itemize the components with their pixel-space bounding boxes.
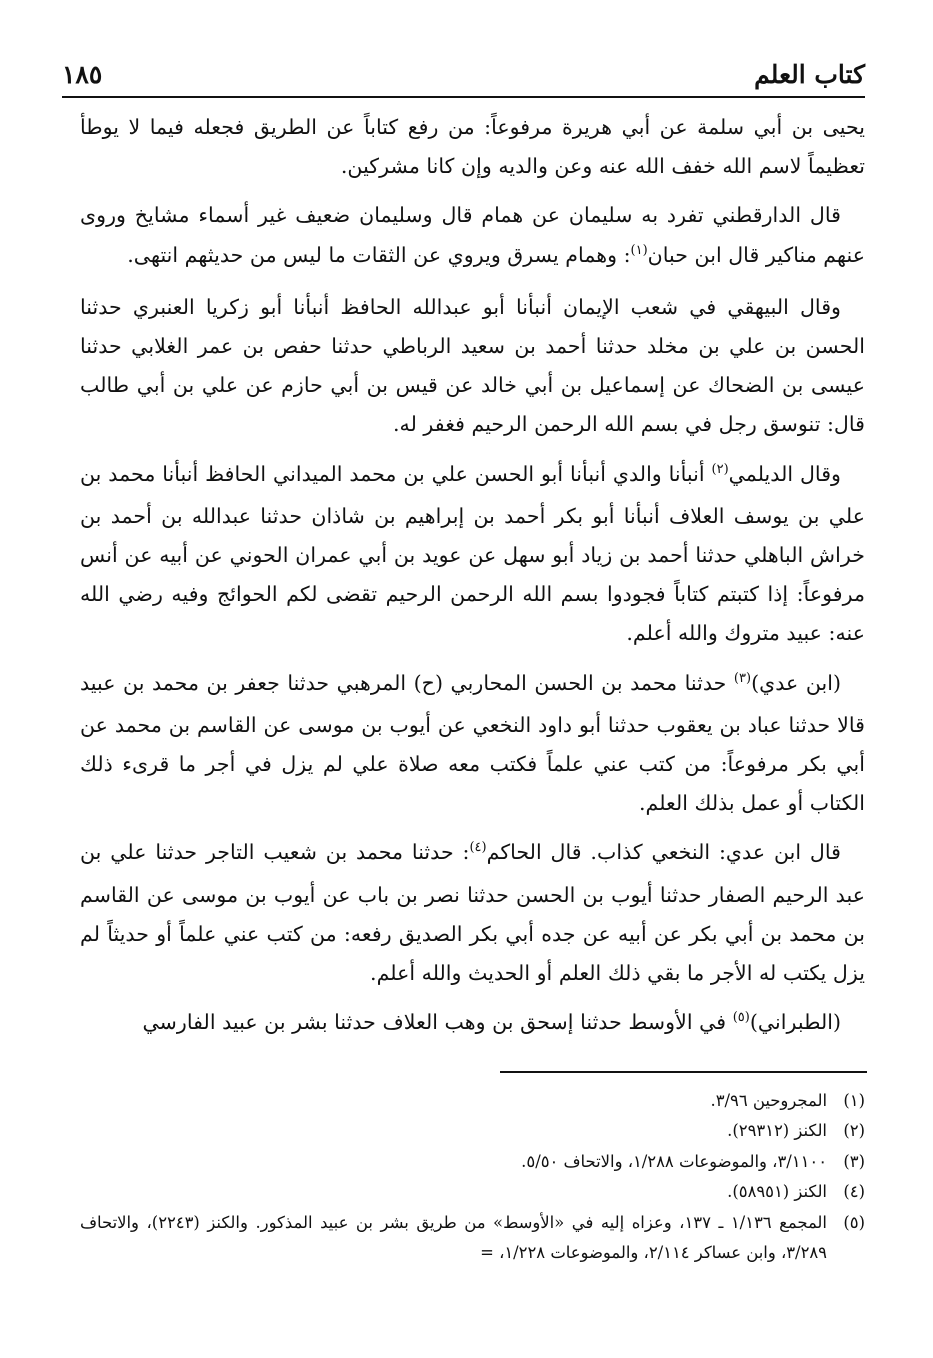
paragraph-text: حدثنا محمد بن الحسن المحاربي (ح) المرهبي حدثنا جعفر بن محمد بن عبيد قالا حدثنا عباد بن يعقوب حدثنا أبو داود النخعي عن أيوب بن موسى عن القاسم بن محمد عن أبي بكر مرفوعاً: من كتب عني علماً فكتب معه صلاة علي لم يزل في أجر ما قرىء ذلك الكتاب أو عمل بذلك العلم. [80,670,865,816]
footnote [80,1086,865,1116]
footnote-reference: (٣) [733,670,752,686]
paragraph [80,1003,865,1045]
footnote-text: الكنز (٢٩٣١٢). [727,1121,827,1141]
footnote-text: المجروحين ٣/٩٦. [710,1091,827,1110]
footnotes [80,1086,865,1268]
paragraph: وقال البيهقي في شعب الإيمان أنبأنا أبو عبدالله الحافظ أنبأنا أبو زكريا العنبري حدثنا الحسن بن علي بن مخلد حدثنا أحمد بن سعيد الرباطي حدثنا حفص بن عمر الغلابي حدثنا عيسى بن الضحاك عن إسماعيل بن أبي خالد عن قيس بن أبي حازم عن علي بن أبي طالب قال: تنوسق رجل في بسم الله الرحمن الرحيم فغفر له. [80,294,865,437]
footnote-reference: (١) [630,242,648,258]
footnote-reference: (٢) [711,461,729,477]
footnote [80,1177,865,1207]
paragraph-text: أنبأنا والدي أنبأنا أبو الحسن علي بن محمد الميداني الحافظ أنبأنا محمد بن علي بن يوسف العلاف أنبأنا أبو بكر أحمد بن إبراهيم بن شاذان حدثنا عبدالله بن أحمد بن خراش الباهلي حدثنا أحمد بن زياد أبو سهل عن عويد بن أبي عمران الحوني عن أبيه عن أنس مرفوعاً: إذا كتبتم كتاباً فجودوا بسم الله الرحمن الرحيم تقضى لكم الحوائج وفيه رضي الله عنه: عبيد متروك والله أعلم. [80,461,865,646]
footnote-number: (٤) [843,1182,865,1202]
paragraph [80,664,865,824]
footnote-divider [500,1071,867,1073]
footnote-number: (٥) [843,1212,865,1232]
page-number: ١٨٥ [62,60,103,89]
paragraph-text: : حدثنا محمد بن شعيب التاجر حدثنا علي بن عبد الرحيم الصفار حدثنا أيوب بن الحسن حدثنا نصر بن باب عن أيوب بن موسى عن القاسم بن محمد بن أبي بكر عن أبيه عن جده أبي بكر الصديق رفعه: من كتب عني علماً أو حديثاً لم يزل يكتب له الأجر ما بقي ذلك العلم أو الحديث والله أعلم. [80,840,865,986]
paragraph [80,833,865,993]
footnote-reference: (٤) [469,840,487,856]
paragraph-text: وقال الديلمي [728,461,841,486]
paragraph-text: قال الدارقطني تفرد به سليمان عن همام قال وسليمان ضعيف غير أسماء مشايخ وروى عنهم مناكير قال ابن حبان [80,203,865,267]
paragraph [80,196,865,277]
paragraph-text: قال ابن عدي: النخعي كذاب. قال الحاكم [486,840,842,865]
footnote-reference: (٥) [732,1010,750,1026]
footnote [80,1147,865,1177]
paragraph-text: : وهمام يسرق ويروي عن الثقات ما ليس من حديثهم انتهى. [127,242,631,267]
footnote-number: (٢) [843,1121,865,1141]
main-text [80,108,865,1055]
paragraph: يحيى بن أبي سلمة عن أبي هريرة مرفوعاً: من رفع كتاباً عن الطريق فجعله فيما لا يوطأ تعظيماً لاسم الله خفف الله عنه وعن والديه وإن كانا مشركين. [80,115,865,179]
paragraph [80,455,865,654]
footnote-text: المجمع ١/١٣٦ ـ ١٣٧، وعزاه إليه في «الأوسط» من طريق بشر بن عبيد المذكور. والكنز (٢٢٤٣)، والاتحاف ٣/٢٨٩، وابن عساكر ٢/١١٤، والموضوعات ١/٢٢٨، = [80,1212,827,1263]
paragraph-text: (الطبراني) [749,1010,841,1035]
footnote-number: (١) [843,1091,865,1110]
footnote [80,1208,865,1269]
book-title: كتاب العلم [754,60,865,89]
paragraph-text: في الأوسط حدثنا إسحق بن وهب العلاف حدثنا بشر بن عبيد الفارسي [142,1010,733,1035]
footnote-text: ٣/١١٠٠، والموضوعات ١/٢٨٨، والاتحاف ٥/٥٠. [521,1151,827,1171]
paragraph-text: (ابن عدي) [751,670,841,695]
footnote-number: (٣) [843,1151,865,1171]
footnote [80,1116,865,1146]
running-header [62,56,865,98]
footnote-text: الكنز (٥٨٩٥١). [727,1182,827,1202]
